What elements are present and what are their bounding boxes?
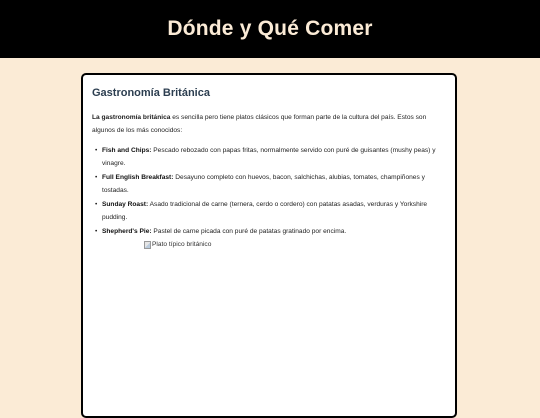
dish-list — [92, 145, 446, 239]
dish-image-alt-text: Plato típico británico — [152, 241, 212, 248]
list-item — [95, 226, 446, 239]
dish-description: Pastel de carne picada con puré de patatas gratinado por encima. — [151, 228, 347, 235]
intro-bold-text: La gastronomía británica — [92, 114, 171, 121]
bullet-icon: • — [95, 201, 98, 208]
site-header — [0, 0, 540, 58]
dish-name: Fish and Chips: — [102, 147, 152, 154]
list-item — [95, 172, 446, 197]
list-item — [95, 199, 446, 224]
dish-description: Desayuno completo con huevos, bacon, salchichas, alubias, tomates, champiñones y tostadas. — [102, 174, 425, 194]
bullet-icon: • — [95, 174, 98, 181]
dish-image — [144, 241, 446, 249]
dish-name: Shepherd's Pie: — [102, 228, 152, 235]
bullet-icon: • — [95, 228, 98, 235]
list-item — [95, 145, 446, 170]
dish-name: Sunday Roast: — [102, 201, 149, 208]
intro-paragraph — [92, 112, 446, 137]
dish-description: Pescado rebozado con papas fritas, normalmente servido con puré de guisantes (mushy peas) y vinagre. — [102, 147, 436, 167]
site-title: Dónde y Qué Comer — [167, 17, 373, 40]
intro-text: es sencilla pero tiene platos clásicos que forman parte de la cultura del país. Estos son algunos de los más conocidos: — [92, 114, 427, 134]
section-heading: Gastronomía Británica — [92, 87, 210, 99]
dish-description: Asado tradicional de carne (ternera, cerdo o cordero) con patatas asadas, verduras y Yorkshire pudding. — [102, 201, 428, 221]
broken-image-icon — [144, 241, 151, 249]
content-card — [81, 73, 457, 418]
dish-name: Full English Breakfast: — [102, 174, 174, 181]
bullet-icon: • — [95, 147, 98, 154]
